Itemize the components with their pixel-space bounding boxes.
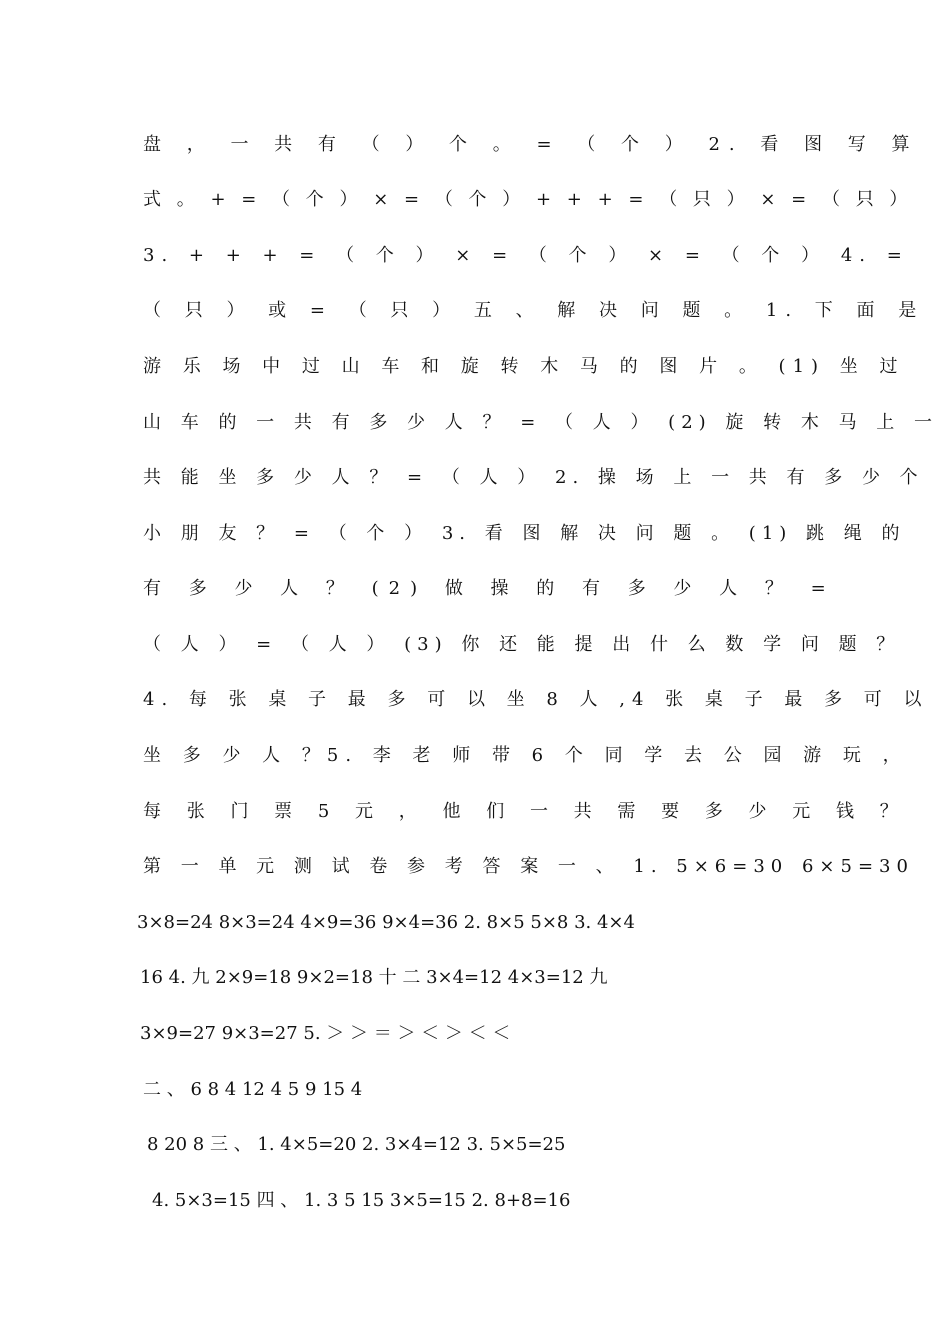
text-line-20: 4. 5×3=15 四 、 1. 3 5 15 3×5=15 2. 8+8=16 bbox=[152, 1190, 571, 1211]
text-line-11: 4. 每 张 桌 子 最 多 可 以 坐 8 人 ,4 张 桌 子 最 多 可 以 bbox=[143, 689, 929, 710]
text-line-18: 二 、 6 8 4 12 4 5 9 15 4 bbox=[143, 1079, 363, 1100]
text-line-9: 有 多 少 人 ？ (2) 做 操 的 有 多 少 人 ？ = bbox=[143, 578, 836, 599]
text-line-6: 山 车 的 一 共 有 多 少 人 ？ = （ 人 ） (2) 旋 转 木 马 上 一 bbox=[143, 412, 939, 433]
text-line-15: 3×8=24 8×3=24 4×9=36 9×4=36 2. 8×5 5×8 3. 4×4 bbox=[137, 912, 635, 933]
text-line-4: （ 只 ） 或 = （ 只 ） 五 、 解 决 问 题 。 1. 下 面 是 bbox=[143, 300, 925, 321]
text-line-17: 3×9=27 9×3=27 5. ＞ ＞ ＝ ＞ ＜ ＞ ＜ ＜ bbox=[140, 1023, 511, 1044]
text-line-8: 小 朋 友 ？ = （ 个 ） 3. 看 图 解 决 问 题 。 (1) 跳 绳 的 bbox=[143, 523, 906, 544]
text-line-1: 盘 ， 一 共 有 （ ） 个 。 = （ 个 ） 2. 看 图 写 算 bbox=[143, 134, 919, 155]
text-line-13: 每 张 门 票 5 元 ， 他 们 一 共 需 要 多 少 元 钱 ？ bbox=[143, 801, 907, 822]
text-line-19: 8 20 8 三 、 1. 4×5=20 2. 3×4=12 3. 5×5=25 bbox=[147, 1134, 566, 1155]
text-line-2: 式 。 + = （ 个 ） × = （ 个 ） + + + = （ 只 ） × = （ 只 ） bbox=[143, 189, 912, 210]
text-line-3: 3. + + + = （ 个 ） × = （ 个 ） × = （ 个 ） 4. = bbox=[143, 245, 909, 266]
text-line-16: 16 4. 九 2×9=18 9×2=18 十 二 3×4=12 4×3=12 九 bbox=[140, 967, 608, 988]
text-line-14: 第 一 单 元 测 试 卷 参 考 答 案 一 、 1. 5×6=30 6×5=30 bbox=[143, 856, 914, 877]
text-line-5: 游 乐 场 中 过 山 车 和 旋 转 木 马 的 图 片 。 (1) 坐 过 bbox=[143, 356, 905, 377]
text-line-10: （ 人 ） = （ 人 ） (3) 你 还 能 提 出 什 么 数 学 问 题 ？ bbox=[143, 634, 901, 655]
text-line-12: 坐 多 少 人 ？5. 李 老 师 带 6 个 同 学 去 公 园 游 玩 ， bbox=[143, 745, 908, 766]
text-line-7: 共 能 坐 多 少 人 ？ = （ 人 ） 2. 操 场 上 一 共 有 多 少 个 bbox=[143, 467, 924, 488]
